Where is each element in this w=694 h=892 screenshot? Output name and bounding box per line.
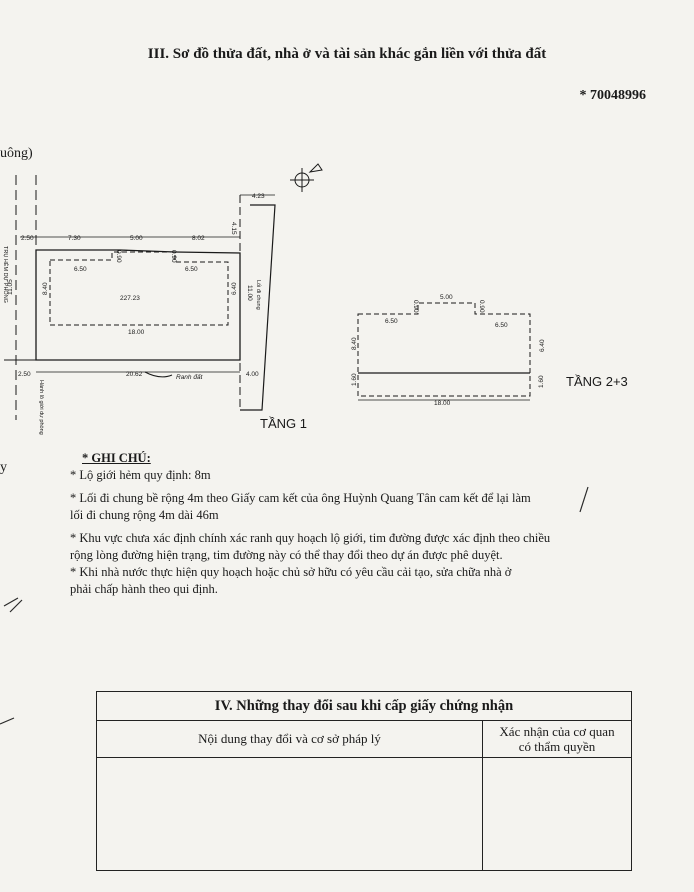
upper-dim-8-40: 8.40 xyxy=(351,337,358,350)
dim-11-05: 11.05 xyxy=(7,279,14,295)
floor-plan-1 xyxy=(0,160,330,440)
page-title: III. Sơ đồ thửa đất, nhà ở và tài sản khác gắn liền với thửa đất xyxy=(147,46,547,62)
upper-dim-1-60-a: 1.60 xyxy=(351,373,358,386)
note-road-width: * Lộ giới hẻm quy định: 8m xyxy=(70,468,211,482)
floor-1-label: TẦNG 1 xyxy=(260,416,307,431)
floor-plan-2-3 xyxy=(340,280,640,410)
note-planning-boundary: * Khu vực chưa xác định chính xác ranh quy hoạch lộ giới, tim đường được xác định theo chiều xyxy=(70,531,551,545)
dim-5-00: 5.00 xyxy=(130,235,143,242)
upper-dim-18-00: 18.00 xyxy=(434,400,451,407)
dim-0-90-b: 0.90 xyxy=(170,250,177,263)
lot-area: 227.23 xyxy=(120,295,140,302)
dim-18-00: 18.00 xyxy=(128,329,145,336)
upper-dim-6-50-a: 6.50 xyxy=(385,318,398,325)
dim-8-02: 8.02 xyxy=(192,235,205,242)
dim-6-50-b: 6.50 xyxy=(185,266,198,273)
dim-2-50-bottom: 2.50 xyxy=(18,371,31,378)
dim-8-40: 8.40 xyxy=(42,282,49,295)
note-compliance: * Khi nhà nước thực hiện quy hoạch hoặc chủ sở hữu có yêu cầu cải tạo, sửa chữa nhà ở xyxy=(70,565,512,579)
setback-label: Hành lô giới dự phòng xyxy=(38,380,44,435)
authority-header-line2: có thẩm quyền xyxy=(518,739,596,754)
shared-lane-label: Lối đi chung xyxy=(255,280,261,310)
dim-0-90-a: 0.90 xyxy=(115,250,122,263)
dim-4-15: 4.15 xyxy=(230,222,237,235)
authority-header-line1: Xác nhận của cơ quan xyxy=(499,724,615,739)
upper-dim-6-40: 6.40 xyxy=(539,339,546,352)
note-compliance-cont: phải chấp hành theo qui định. xyxy=(70,582,218,596)
note-shared-lane-cont: lối đi chung rộng 4m dài 46m xyxy=(70,508,219,522)
upper-dim-1-60-b: 1.60 xyxy=(538,375,545,388)
left-edge-letter: y xyxy=(0,460,7,475)
dim-6-50-a: 6.50 xyxy=(74,266,87,273)
notes-block xyxy=(70,450,590,598)
dim-2-50-top: 2.50 xyxy=(21,235,34,242)
dim-7-30: 7.30 xyxy=(68,235,81,242)
floor-2-3-label: TẦNG 2+3 xyxy=(566,374,628,389)
upper-dim-0-90-a: 0.90 xyxy=(412,300,419,313)
note-shared-lane: * Lối đi chung bề rộng 4m theo Giấy cam kết của ông Huỳnh Quang Tân cam kết để lại làm xyxy=(70,491,531,505)
changes-authority-cell xyxy=(483,758,631,870)
dim-4-23: 4.23 xyxy=(252,193,265,200)
dim-20-62: 20.62 xyxy=(126,371,143,378)
changes-column-content: Nội dung thay đổi và cơ sở pháp lý xyxy=(97,721,483,757)
dim-6-40: 6.40 xyxy=(231,282,238,295)
lot-boundary-label: Ranh đất xyxy=(176,374,203,381)
dim-11-00: 11.00 xyxy=(246,285,253,301)
dim-4-00: 4.00 xyxy=(246,371,259,378)
changes-content-cell xyxy=(97,758,483,870)
upper-dim-0-90-b: 0.90 xyxy=(478,300,485,313)
note-planning-boundary-cont: rộng lòng đường hiện trạng, tim đường này có thể thay đổi theo dự án được phê duyệt. xyxy=(70,548,503,562)
changes-column-authority xyxy=(483,721,631,757)
changes-table xyxy=(96,691,632,871)
left-edge-fragment: uông) xyxy=(0,146,33,161)
upper-dim-5-00: 5.00 xyxy=(440,294,453,301)
road-label-left: TRỤ HẺM DỰ PHÒNG xyxy=(2,246,8,303)
serial-number: * 70048996 xyxy=(579,88,646,103)
notes-heading: * GHI CHÚ: xyxy=(82,451,151,465)
upper-dim-6-50-b: 6.50 xyxy=(495,322,508,329)
changes-table-title: IV. Những thay đổi sau khi cấp giấy chứng nhận xyxy=(97,692,631,721)
